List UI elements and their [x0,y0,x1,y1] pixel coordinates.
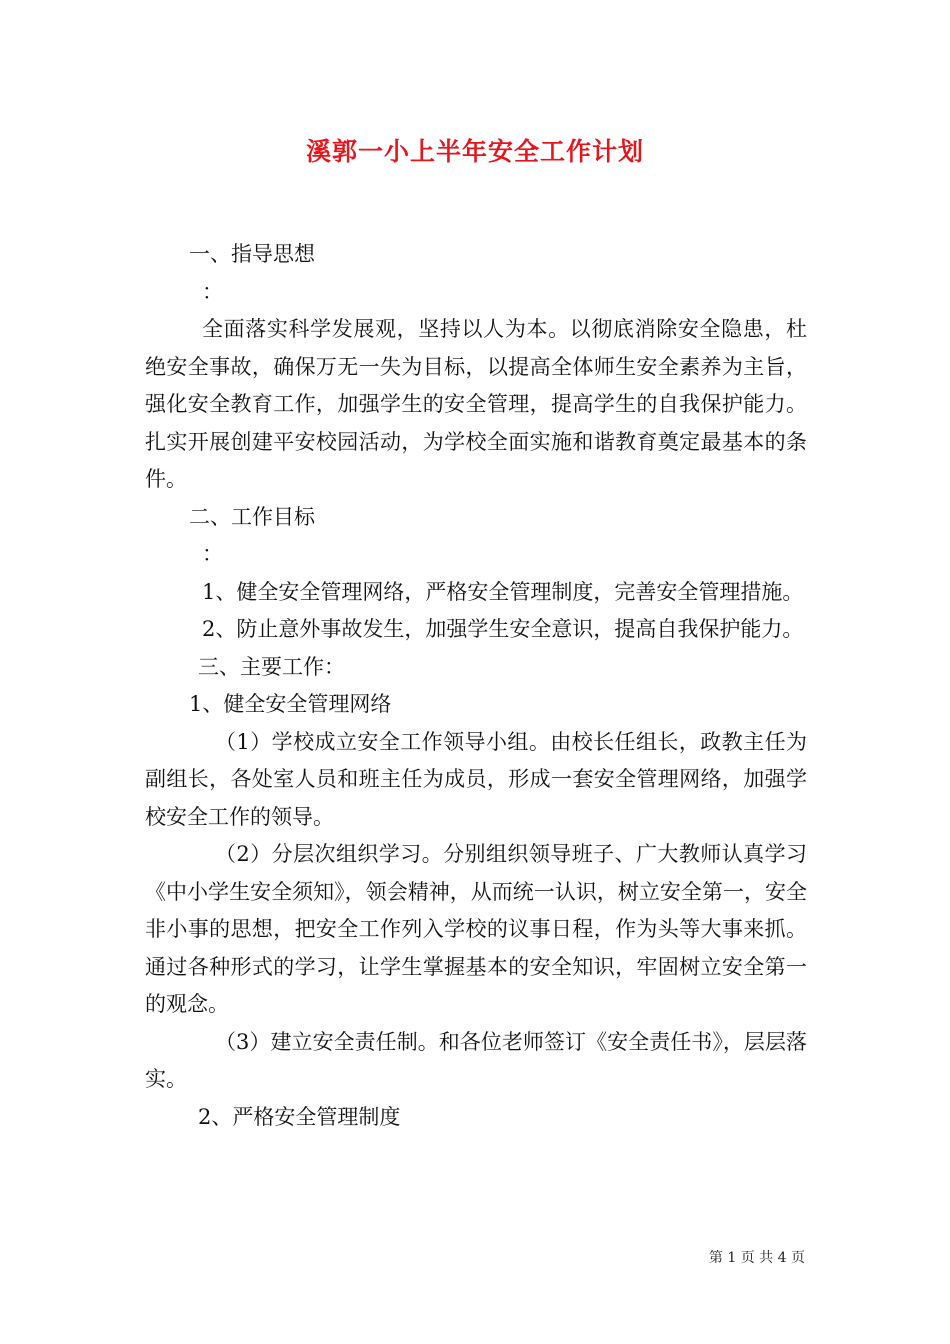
document-title: 溪郭一小上半年安全工作计划 [305,137,644,166]
section-heading-guiding-ideology: 一、指导思想 [189,242,315,266]
work-item-2: （2）分层次组织学习。分别组织领导班子、广大教师认真学习《中小学生安全须知》，领会精神，从而统一认识，树立安全第一，安全非小事的思想，把安全工作列入学校的议事日程，作为头等大事来抓。通过各种形式的学习，让学生掌握基本的安全知识，牢固树立安全第一的观念。 [145,842,807,1016]
subsection-heading-2: 2、严格安全管理制度 [198,1104,401,1129]
work-item-3: （3）建立安全责任制。和各位老师签订《安全责任书》，层层落实。 [145,1029,807,1091]
goal-item-2: 2、防止意外事故发生，加强学生安全意识，提高自我保护能力。 [202,617,804,641]
colon-line: ： [202,542,223,566]
subsection-heading-1: 1、健全安全管理网络 [189,692,392,716]
page-number-footer: 第 1 页 共 4 页 [708,1250,805,1266]
section-heading-work-goals: 二、工作目标 [189,504,315,529]
paragraph-guiding-ideology: 全面落实科学发展观，坚持以人为本。以彻底消除安全隐患，杜绝安全事故，确保万无一失为目标，以提高全体师生安全素养为主旨，强化安全教育工作，加强学生的安全管理，提高学生的自我保护能力。扎实开展创建平安校园活动，为学校全面实施和谐教育奠定最基本的条件。 [145,317,807,491]
document-body [145,236,807,1136]
work-item-1: （1）学校成立安全工作领导小组。由校长任组长，政教主任为副组长，各处室人员和班主任为成员，形成一套安全管理网络，加强学校安全工作的领导。 [145,729,807,829]
colon-line: ： [202,279,223,304]
goal-item-1: 1、健全安全管理网络，严格安全管理制度，完善安全管理措施。 [202,579,804,604]
section-heading-main-work: 三、主要工作： [198,654,345,679]
